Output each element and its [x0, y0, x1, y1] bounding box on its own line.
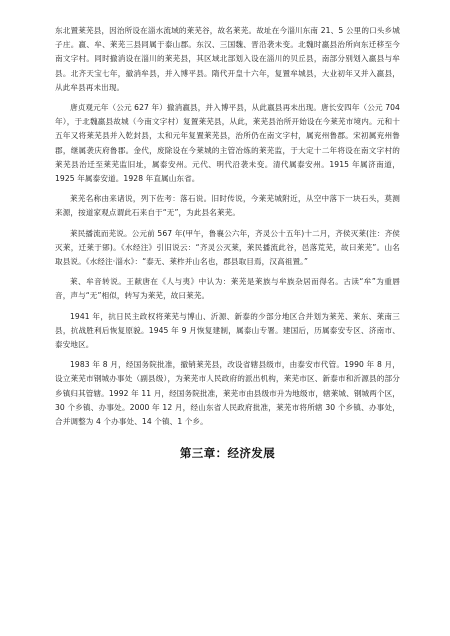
paragraph-4: 莱民播流而芜说。公元前 567 年(甲午，鲁襄公六年，齐灵公十五年)十二月，齐侯灭莱(注：齐侯灭莱，迁莱于郳)。《水经注》引旧说云：“齐灵公灭莱，莱民播流此谷，邑落荒芜，故曰莱芜”。山名取县说。《水经注·淄水》：“泰无、莱柞并山名也，郡县取目焉，汉高祖置。”	[55, 228, 400, 267]
paragraph-1: 东北置莱芜县，因治所设在淄水流域的莱芜谷，故名莱芜。故址在今淄川东南 21、5 公里的口头乡城子庄。嬴、牟、莱芜三县同属于泰山郡。东汉、三国魏、晋沿袭未变。北魏时嬴县治所向东迁移至今南文字村。同时撤消设在淄川的莱芜县，其区域北部划入设在淄川的贝丘县，南部分别划入嬴县与牟县。北齐天宝七年，撤消牟县，并入博平县。隋代开皇十六年，复置牟城县，大业初年又并入嬴县，从此牟县再未出现。	[55, 26, 400, 92]
paragraph-6: 1941 年，抗日民主政权将莱芜与博山、沂源、新泰的少部分地区合并划为莱芜、莱东、莱南三县，抗战胜利后恢复原貌。1945 年 9 月恢复建制，属泰山专署。建国后，历属泰安专区、济南市、泰安地区。	[55, 311, 400, 350]
paragraph-7: 1983 年 8 月，经国务院批准，撤销莱芜县，改设省辖县级市，由泰安市代管。1990 年 8 月，设立莱芜市钢城办事处（副县级），为莱芜市人民政府的派出机构，莱芜市区、新泰市和沂源县的部分乡镇归其管辖。1992 年 11 月，经国务院批准，莱芜市由县级市升为地级市，辖莱城、钢城两个区，30 个乡镇、办事处。2000 年 12 月，经山东省人民政府批准，莱芜市将所辖 30 个乡镇、办事处，合并调整为 4 个办事处、14 个镇、1 个乡。	[55, 360, 400, 427]
document-body	[55, 24, 400, 461]
paragraph-5: 莱、牟音转说。王献唐在《人与夷》中认为：莱芜是莱族与牟族杂居而得名。古读“牟”为重唇音，声与“无”相似，转写为莱芜，故曰莱芜。	[55, 277, 400, 301]
paragraph-3: 莱芜名称由来诸说，列下佐考：落石说。旧时传说，今莱芜城附近，从空中落下一块石头，莫测来源，按道家观点谓此石来自于“无”，为此县名莱芜。	[55, 194, 400, 218]
paragraph-2: 唐贞观元年（公元 627 年）撤消嬴县，并入博平县，从此嬴县再未出现。唐长安四年（公元 704 年），于北魏嬴县故城（今南文字村）复置莱芜县，从此，莱芜县治所开始设在今莱芜市境内。元和十五年又将莱芜县并入乾封县，太和元年复置莱芜县，治所仍在南文字村，属兖州鲁郡。宋初属兖州鲁郡，继属袭庆府鲁郡。金代，废除设在今莱城的主管冶炼的莱芜监，于大定十二年将设在南文字村的莱芜县治迁至莱芜监旧址，属泰安州。元代、明代沿袭未变。清代属泰安州。1915 年属济南道，1925 年属泰安道。1928 年直属山东省。	[55, 103, 400, 184]
chapter-heading: 第三章：经济发展	[179, 446, 276, 461]
